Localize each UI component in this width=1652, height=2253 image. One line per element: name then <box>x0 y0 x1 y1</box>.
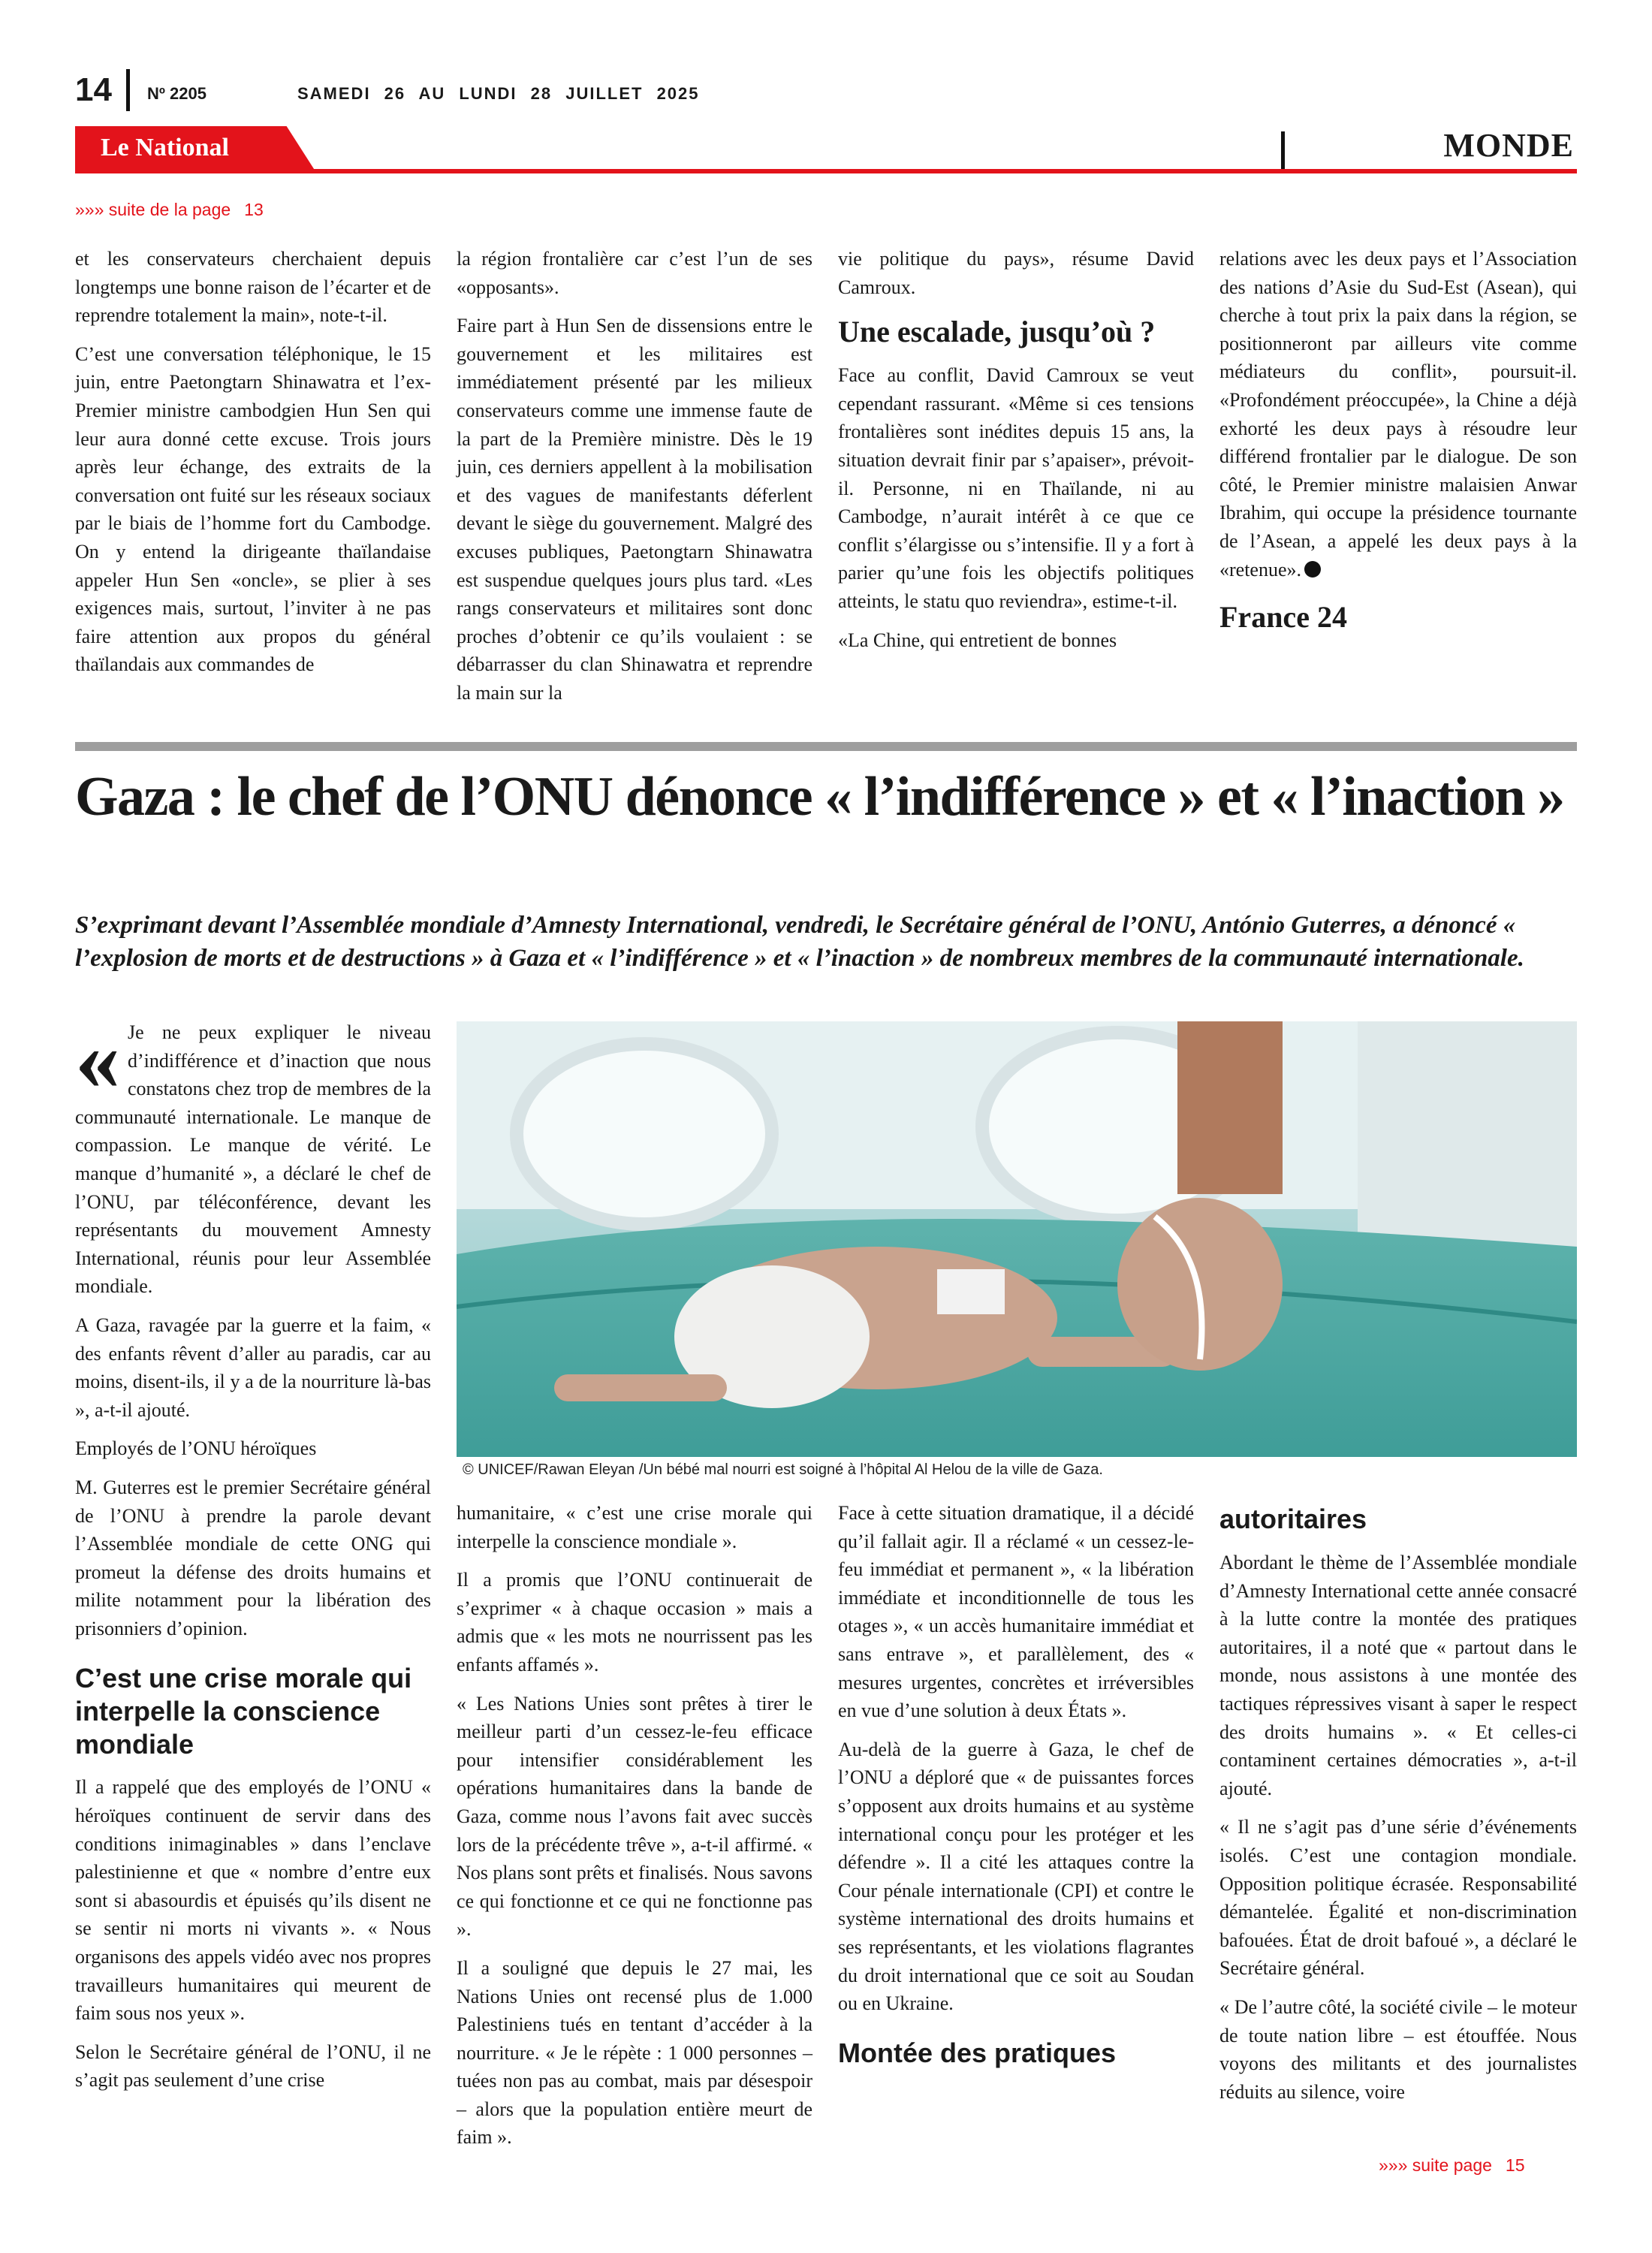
lead-paragraph: S’exprimant devant l’Assemblée mondiale d’Amnesty International, vendredi, le Secrétaire général de l’ONU, António Guterres, a dénoncé « l’explosion de morts et de destructions » à Gaza et « l’indifférence » et « l’inaction » de nombreux membres de la communauté internationale. <box>75 912 1524 972</box>
paragraph: Il a promis que l’ONU continuerait de s’exprimer « à chaque occasion » mais a admis que « les mots ne nourrissent pas les enfants affamés ». <box>457 1569 812 1675</box>
top-article-col-2 <box>457 245 812 718</box>
continued-from-page: 13 <box>244 200 264 219</box>
paragraph: humanitaire, « c’est une crise morale qui interpelle la conscience mondiale ». <box>457 1502 812 1552</box>
paragraph: Face à cette situation dramatique, il a décidé qu’il fallait agir. Il a réclamé « un cessez-le-feu immédiat et permanent », « la libération immédiate et inconditionnelle de tous les otages », « un accès humanitaire immédiat et sans entrave », et parallèlement, des « mesures urgentes, concrètes et irréversibles en vue d’une solution à deux États ». <box>838 1502 1194 1722</box>
brand-name: Le National <box>101 134 229 161</box>
section-heading: Montée des pratiques <box>838 2037 1117 2068</box>
opening-quote-mark: « <box>75 1009 120 1108</box>
continued-from[interactable] <box>75 200 264 220</box>
paragraph: Faire part à Hun Sen de dissensions entre le gouvernement et les militaires est immédiatement présenté par les milieux conservateurs comme une immense faute de la part de la Première ministre. Dès le 19 juin, ces derniers appellent à la mobilisation et des vagues de manifestants déferlent devant le siège du gouvernement. Malgré des excuses publiques, Paetongtarn Shinawatra est suspendue quelques jours plus tard. «Les rangs conservateurs et militaires sont donc proches d’obtenir ce qu’ils voulaient : se débarrasser du clan Shinawatra et reprendre la main sur la <box>457 315 812 704</box>
issue-number: Nº 2205 <box>147 84 206 103</box>
paragraph: Selon le Secrétaire général de l’ONU, il ne s’agit pas seulement d’une crise <box>75 2040 431 2092</box>
paragraph: vie politique du pays», résume David Camroux. <box>838 248 1194 298</box>
paragraph: A Gaza, ravagée par la guerre et la faim, « des enfants rêvent d’aller au paradis, car au moins, disent-ils, il y a de la nourriture là-bas », a-t-il ajouté. <box>75 1313 431 1421</box>
header-rule <box>75 169 1577 173</box>
paragraph: Abordant le thème de l’Assemblée mondiale d’Amnesty International cette année consacré à la lutte contre la montée des pratiques autoritaires, il a noté que « partout dans le monde, nous assistons à une montée des tactiques répressives visant à saper le respect des droits humains ». « Et celles-ci contaminent certaines démocraties », a-t-il ajouté. <box>1219 1552 1577 1799</box>
top-article-col-1 <box>75 245 431 689</box>
dateline: SAMEDI 26 AU LUNDI 28 JUILLET 2025 <box>297 84 700 103</box>
article-photo <box>457 1021 1577 1457</box>
incubator-photo-illustration <box>457 1021 1577 1457</box>
main-article-col-1 <box>75 1009 431 2105</box>
paragraph: «La Chine, qui entretient de bonnes <box>838 629 1117 651</box>
paragraph: Face au conflit, David Camroux se veut cependant rassurant. «Même si ces tensions frontalières sont inédites depuis 15 ans, la situation devrait finir par s’apaiser», prévoit-il. Personne, ni en Thaïlande, ni au Cambodge, n’aurait intérêt à ce que ce conflit s’élargisse ou s’intensifie. Il y a fort à parier qu’une fois les objectifs politiques atteints, le statu quo reviendra», estime-t-il. <box>838 364 1194 612</box>
paragraph: Au-delà de la guerre à Gaza, le chef de l’ONU a déploré que « de puissantes forces s’opposent aux droits humains et au système international conçu pour les protéger et les défendre ». Il a cité les attaques contre la Cour pénale internationale (CPI) et contre le système international des droits humains et ses représentants, et les violations flagrantes du droit international que ce soit au Soudan ou en Ukraine. <box>838 1738 1194 2015</box>
paragraph: « De l’autre côté, la société civile – le moteur de toute nation libre – est étouffée. Nous voyons des militants et des journalistes réduits au silence, voire <box>1219 1995 1577 2103</box>
continued-to-label: »»» suite page <box>1379 2155 1492 2175</box>
continued-from-label: »»» suite de la page <box>75 200 231 219</box>
section-heading: C’est une crise morale qui interpelle la conscience mondiale <box>75 1663 412 1760</box>
paragraph-text: Je ne peux expliquer le niveau d’indifférence et d’inaction que nous constatons chez trop de membres de la communauté internationale. Le manque de compassion. Le manque de vérité. Le manque d’humanité », a déclaré le chef de l’ONU, par téléconférence, devant les représentants du mouvement Amnesty International, réunis pour leur Assemblée mondiale. <box>75 1021 431 1298</box>
article-separator <box>75 742 1577 751</box>
paragraph: Il a rappelé que des employés de l’ONU « héroïques continuent de servir dans des conditions inimaginables » dans l’enclave palestinienne et que « nombre d’entre eux sont si abasourdis et épuisés qu’ils disent ne se sentir ni morts ni vivants ». « Nous organisons des appels vidéo avec nos propres travailleurs humanitaires qui meurent de faim sous nos yeux ». <box>75 1776 431 2025</box>
paragraph: « Il ne s’agit pas d’une série d’événements isolés. C’est une contagion mondiale. Opposition politique écrasée. Responsabilité démantelée. Égalité et non-discrimination bafouées. État de droit bafoué », a déclaré le Secrétaire général. <box>1219 1816 1577 1980</box>
photo-caption: © UNICEF/Rawan Eleyan /Un bébé mal nourri est soigné à l’hôpital Al Helou de la ville de Gaza. <box>463 1461 1103 1478</box>
paragraph: et les conservateurs cherchaient depuis longtemps une bonne raison de l’écarter et de reprendre totalement la main», note-t-il. <box>75 248 431 327</box>
section-divider <box>1281 131 1285 169</box>
continued-to-page: 15 <box>1505 2155 1525 2175</box>
main-article-col-3 <box>838 1499 1194 2083</box>
paragraph: « Les Nations Unies sont prêtes à tirer le meilleur parti d’un cessez-le-feu efficace pour intensifier considérablement les opérations humanitaires dans la bande de Gaza, comme nous l’avons fait avec succès lors de la précédente trêve », a-t-il affirmé. « Nos plans sont prêts et finalisés. Nous savons ce qui fonctionne et ce qui ne fonctionne pas ». <box>457 1692 812 1941</box>
page-number: 14 <box>75 71 112 108</box>
paragraph-text: relations avec les deux pays et l’Association des nations d’Asie du Sud-Est (Asean), qui cherche à tout prix la paix dans la région, se positionneront par ailleurs vite comme médiateurs du conflit», poursuit-il. «Profondément préoccupée», la Chine a déjà exhorté les deux pays à résoudre leur différend frontalier par le dialogue. De son côté, le Premier ministre malaisien Anwar Ibrahim, qui occupe la présidence tournante de l’Asean, a appelé les deux pays à la «retenue». <box>1219 248 1577 581</box>
paragraph: M. Guterres est le premier Secrétaire général de l’ONU à prendre la parole devant l’Assemblée mondiale de cette ONG qui promeut la défense des droits humains et milite notamment pour la libération des prisonniers d’opinion. <box>75 1476 431 1639</box>
subheading: Employés de l’ONU héroïques <box>75 1437 317 1460</box>
paragraph <box>75 1009 431 1301</box>
section-heading: Une escalade, jusqu’où ? <box>838 315 1156 349</box>
paragraph: la région frontalière car c’est l’un de ses «opposants». <box>457 248 812 298</box>
paragraph: Il a souligné que depuis le 27 mai, les Nations Unies ont recensé plus de 1.000 Palestiniens tués en tentant d’accéder à la nourriture. « Je le répète : 1 000 personnes – tuées non pas au combat, mais par désespoir – alors que la population entière meurt de faim ». <box>457 1956 812 2149</box>
headline: Gaza : le chef de l’ONU dénonce « l’indifférence » et « l’inaction » <box>75 766 1564 828</box>
top-article-col-4 <box>1219 245 1577 635</box>
header-divider <box>126 69 130 111</box>
main-article-col-2 <box>457 1499 812 2162</box>
paragraph <box>1219 245 1577 584</box>
paragraph: C’est une conversation téléphonique, le 15 juin, entre Paetongtarn Shinawatra et l’ex-Premier ministre cambodgien Hun Sen qui leur aura donné cette excuse. Trois jours après leur échange, des extraits de la conversation ont fuité sur les réseaux sociaux par le biais de l’homme fort du Cambodge. On y entend la dirigeante thaïlandaise appeler Hun Sen «oncle», se plier à ses exigences mais, surtout, l’inviter à ne pas faire attention aux propos du général thaïlandais aux commandes de <box>75 342 431 676</box>
main-article-col-4 <box>1219 1499 1577 2116</box>
section-title: MONDE <box>1443 127 1574 164</box>
article-source: France 24 <box>1219 600 1347 635</box>
end-mark-icon <box>1304 561 1321 578</box>
continued-to[interactable] <box>1379 2155 1525 2176</box>
section-heading: autoritaires <box>1219 1504 1367 1534</box>
top-article-col-3 <box>838 245 1194 665</box>
